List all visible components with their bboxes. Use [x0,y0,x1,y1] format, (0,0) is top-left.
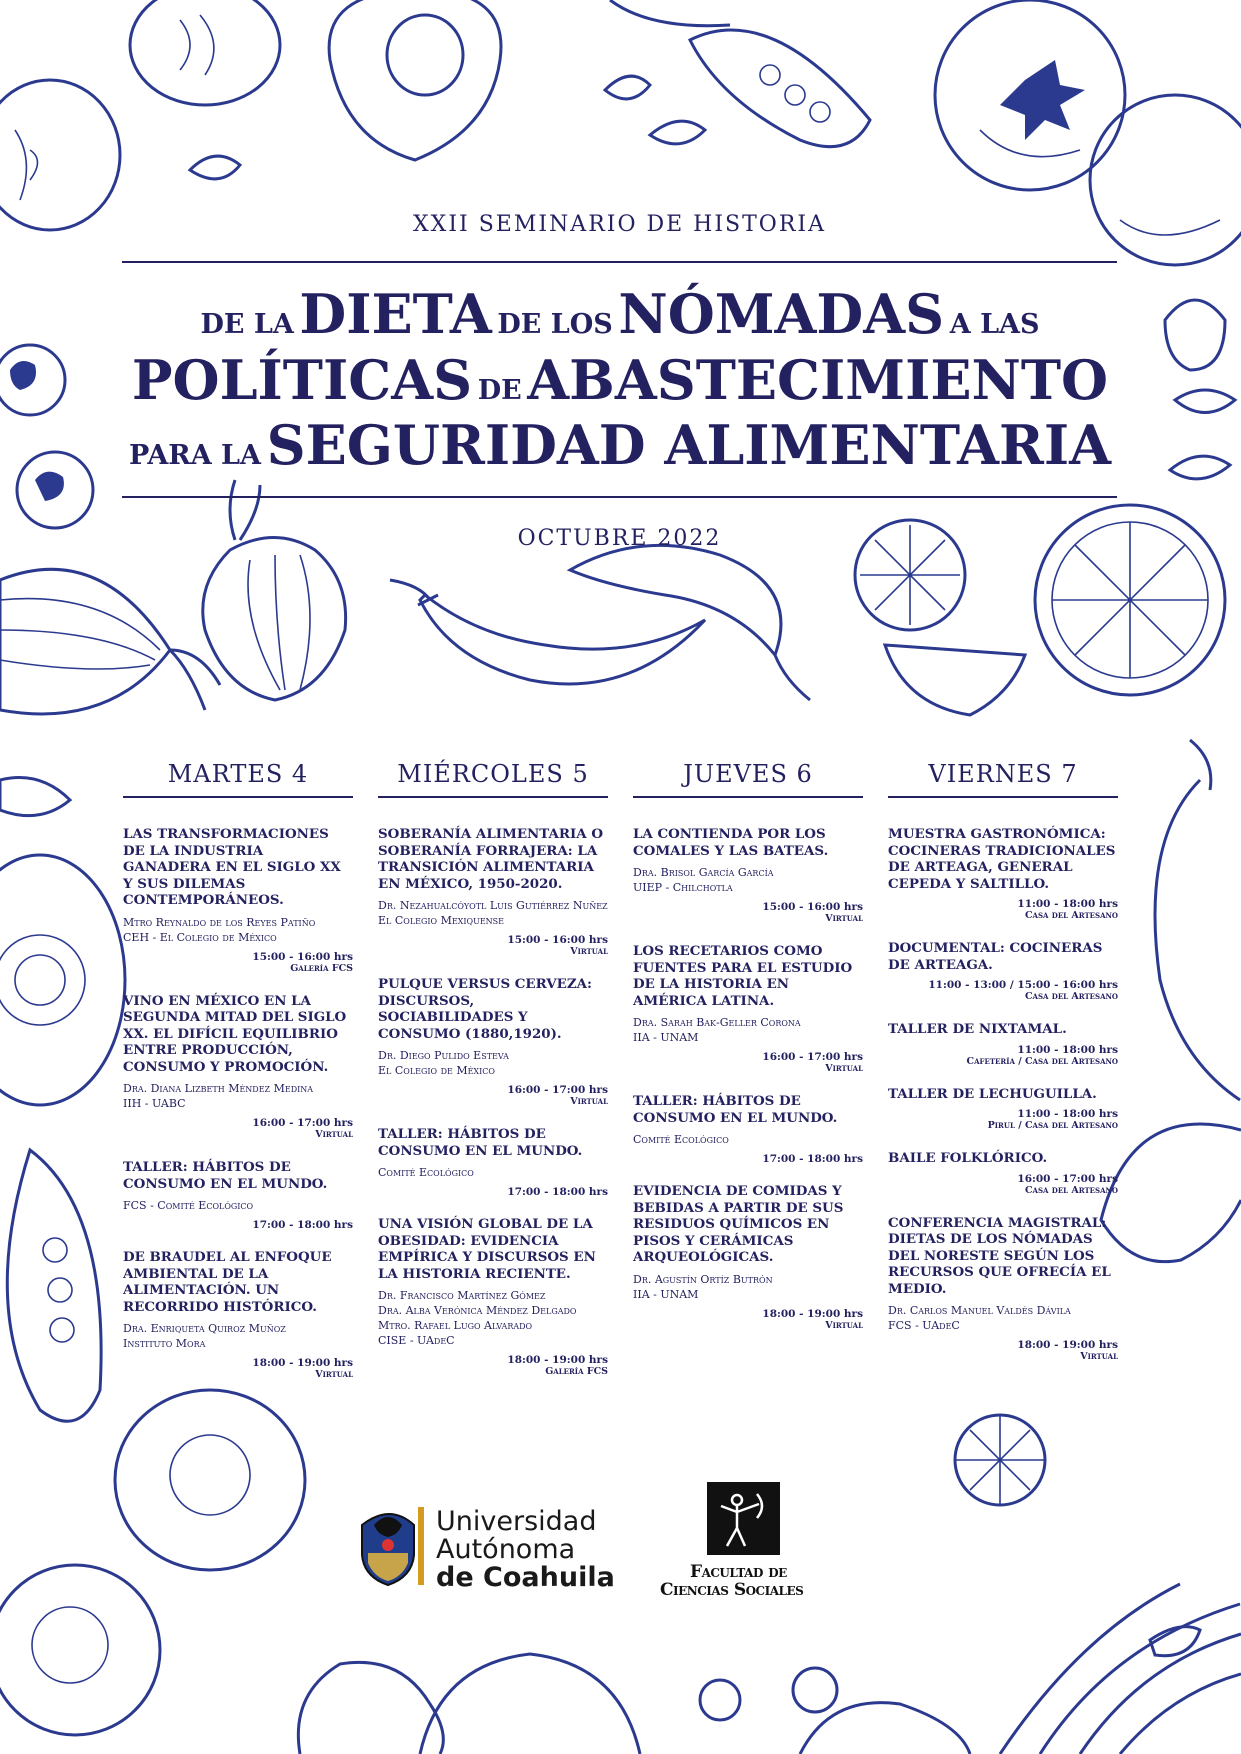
speaker-line: El Colegio Mexiquense [378,914,504,927]
speaker-line: CEH - El Colegio de México [123,930,277,944]
peach-half-illustration [115,1390,305,1570]
day-heading: MIÉRCOLES 5 [397,760,589,788]
speaker-line: Dr. Carlos Manuel Valdés Dávila [888,1304,1071,1317]
event-time: 11:00 - 18:00 hrs [1017,1043,1118,1056]
title-line-1 [110,282,1130,346]
event-time: 16:00 - 17:00 hrs [1017,1172,1118,1185]
event-time: 16:00 - 17:00 hrs [507,1084,608,1096]
event-date: OCTUBRE 2022 [517,526,722,551]
fcs-name-line: Ciencias Sociales [660,1580,804,1600]
event-time: 16:00 - 17:00 hrs [252,1117,353,1129]
speaker-line: Dra. Alba Verónica Méndez Delgado [378,1304,577,1317]
speaker-line: Instituto Mora [123,1337,206,1350]
speaker-line: FCS - Comité Ecológico [123,1199,254,1212]
schedule-event [378,976,608,1108]
green-beans-illustration [1000,1584,1241,1754]
event-place: Casa del Artesano [1024,910,1118,921]
event-time: 17:00 - 18:00 hrs [762,1153,863,1165]
event-title: TALLER: HÁBITOS DE CONSUMO EN EL MUNDO. [123,1159,328,1192]
event-time: 15:00 - 16:00 hrs [762,901,863,913]
event-time: 11:00 - 18:00 hrs [1017,1108,1118,1120]
event-title: PULQUE VERSUS CERVEZA: DISCURSOS, SOCIABILIDADES Y CONSUMO (1880,1920). [378,976,592,1042]
event-time: 18:00 - 19:00 hrs [762,1307,863,1320]
title-line-2 [110,348,1130,412]
uac-name-line: de Coahuila [436,1562,615,1593]
schedule-event [123,826,353,975]
title-word: DE LOS [497,309,613,340]
schedule-event [378,1216,608,1378]
speaker-line: Comité Ecológico [633,1133,729,1146]
event-speakers [123,1321,353,1351]
speaker-line: Dr. Nezahualcóyotl Luis Gutiérrez Nuñez [378,899,608,912]
fcs-emblem-icon [707,1482,780,1555]
speaker-line: El Colegio de México [378,1064,495,1077]
event-place: Pirul / Casa del Artesano [987,1120,1118,1131]
event-time: 15:00 - 16:00 hrs [507,934,608,946]
avocado-illustration [329,0,501,160]
event-title: CONFERENCIA MAGISTRAL: DIETAS DE LOS NÓMADAS DEL NORESTE SEGÚN LOS RECURSOS QUE OFRECÍA EL MEDIO. [888,1214,1111,1297]
event-title: TALLER: HÁBITOS DE CONSUMO EN EL MUNDO. [633,1093,838,1126]
title-word: ABASTECIMIENTO [527,348,1109,412]
event-time: 15:00 - 16:00 hrs [252,950,353,963]
event-speakers [633,1272,863,1302]
onion-illustration [0,569,170,714]
event-place: Virtual [315,1369,353,1380]
speaker-line: FCS - UAdeC [888,1319,960,1332]
day-column [378,760,608,1396]
event-title: TALLER DE LECHUGUILLA. [888,1085,1097,1102]
event-speakers [378,898,608,928]
speaker-line: Mtro Reynaldo de los Reyes Patiño [123,915,316,929]
event-place: Virtual [825,913,863,924]
title-word: NÓMADAS [618,282,945,346]
event-title: UNA VISIÓN GLOBAL DE LA OBESIDAD: EVIDENCIA EMPÍRICA Y DISCURSOS EN LA HISTORIA RECIENTE. [378,1216,596,1282]
event-place: Galería FCS [545,1366,608,1377]
header-top-rule [122,261,1117,263]
day-heading: JUEVES 6 [683,760,813,788]
schedule-event [123,993,353,1142]
speaker-line: IIA - UNAM [633,1287,699,1301]
chili-pepper-illustration [420,595,705,684]
speaker-line: CISE - UAdeC [378,1334,455,1347]
event-speakers [123,915,353,945]
event-time: 18:00 - 19:00 hrs [1017,1339,1118,1351]
event-place: Virtual [315,1129,353,1140]
event-place: Virtual [570,946,608,957]
event-title: TALLER: HÁBITOS DE CONSUMO EN EL MUNDO. [378,1126,583,1159]
event-speakers [378,1165,608,1180]
event-time: 18:00 - 19:00 hrs [252,1357,353,1369]
event-speakers [633,1015,863,1045]
peach-illustration [130,0,280,105]
speaker-line: Dra. Diana Lizbeth Méndez Medina [123,1082,314,1095]
event-time: 17:00 - 18:00 hrs [252,1219,353,1231]
schedule-event [888,1215,1118,1364]
event-time: 18:00 - 19:00 hrs [507,1354,608,1366]
uac-name-line: Universidad [436,1506,597,1537]
day-column [633,760,863,1350]
event-time: 17:00 - 18:00 hrs [507,1186,608,1198]
day-heading: VIERNES 7 [928,760,1078,788]
title-word: DE [477,375,522,406]
event-place: Virtual [825,1319,863,1331]
apricot-illustration [0,80,120,230]
event-speakers [633,865,863,895]
event-speakers [888,1303,1118,1333]
speaker-line: UIEP - Chilchotla [633,881,733,894]
schedule-event [888,826,1118,922]
event-speakers [123,1198,353,1213]
speaker-line: Dra. Enriqueta Quiroz Muñoz [123,1322,286,1335]
event-title: TALLER DE NIXTAMAL. [888,1021,1067,1037]
title-word: SEGURIDAD ALIMENTARIA [266,413,1112,477]
event-title: DOCUMENTAL: COCINERAS DE ARTEAGA. [888,940,1103,973]
speaker-line: Dra. Sarah Bak-Geller Corona [633,1016,801,1029]
schedule-event [123,1159,353,1231]
event-place: Virtual [1080,1351,1118,1362]
schedule-event [888,1021,1118,1068]
schedule-event [378,826,608,958]
event-title: BAILE FOLKLÓRICO. [888,1150,1048,1166]
event-place: Galería FCS [290,962,353,974]
schedule-event [888,940,1118,1003]
chili-right-illustration [1155,780,1240,1100]
event-time: 11:00 - 13:00 / 15:00 - 16:00 hrs [928,979,1118,991]
event-speakers [378,1048,608,1078]
event-speakers [378,1288,608,1348]
title-line-3 [110,413,1130,477]
schedule-event [633,943,863,1075]
event-title: LOS RECETARIOS COMO FUENTES PARA EL ESTUDIO DE LA HISTORIA EN AMÉRICA LATINA. [633,943,853,1009]
event-title: MUESTRA GASTRONÓMICA: COCINERAS TRADICIONALES DE ARTEAGA, GENERAL CEPEDA Y SALTILLO. [888,826,1116,892]
seed-illustration [605,76,650,99]
title-word: DE LA [200,309,294,340]
peapod-illustration [690,30,870,147]
event-place: Casa del Artesano [1024,1184,1118,1196]
day-column [888,760,1118,1381]
speaker-line: Dr. Francisco Martínez Gómez [378,1289,546,1302]
title-word: PARA LA [128,440,261,471]
speaker-line: IIA - UNAM [633,1031,699,1044]
onion-slice-illustration [0,855,125,1105]
schedule-event [888,1086,1118,1133]
speaker-line: IIH - UABC [123,1097,186,1110]
day-rule [123,796,353,798]
fcs-name-line: Facultad de [690,1562,787,1582]
event-title: EVIDENCIA DE COMIDAS Y BEBIDAS A PARTIR DE SUS RESIDUOS QUÍMICOS EN PISOS Y CERÁMICAS ARQUEOLÓGICAS. [633,1183,844,1265]
speaker-line: Comité Ecológico [378,1166,474,1179]
speaker-line: Dra. Brisol García García [633,866,774,879]
schedule-event [123,1249,353,1381]
event-speakers [633,1132,863,1147]
event-title: LA CONTIENDA POR LOS COMALES Y LAS BATEAS. [633,826,829,859]
title-word: A LAS [949,309,1040,340]
header-bottom-rule [122,496,1117,498]
title-word: POLÍTICAS [131,348,473,412]
schedule-event [633,1183,863,1332]
uac-name-line: Autónoma [436,1534,576,1565]
event-time: 11:00 - 18:00 hrs [1017,898,1118,910]
uac-crest-icon [356,1505,428,1587]
event-title: VINO EN MÉXICO EN LA SEGUNDA MITAD DEL SIGLO XX. EL DIFÍCIL EQUILIBRIO ENTRE PRODUCCIÓN, CONSUMO Y PROMOCIÓN. [123,992,347,1075]
event-title: SOBERANÍA ALIMENTARIA O SOBERANÍA FORRAJERA: LA TRANSICIÓN ALIMENTARIA EN MÉXICO, 1950-2020. [378,826,603,892]
day-column [123,760,353,1399]
peapod-left-illustration [7,1150,101,1421]
speaker-line: Dr. Diego Pulido Esteva [378,1049,509,1062]
schedule-event [633,826,863,925]
event-title: LAS TRANSFORMACIONES DE LA INDUSTRIA GANADERA EN EL SIGLO XX Y SUS DILEMAS CONTEMPORÁNEOS. [123,826,341,908]
schedule-event [378,1126,608,1198]
speaker-line: Dr. Agustín Ortíz Butrón [633,1272,773,1286]
event-speakers [123,1081,353,1111]
day-heading: MARTES 4 [167,760,309,788]
event-time: 16:00 - 17:00 hrs [762,1051,863,1063]
event-place: Virtual [825,1063,863,1074]
speaker-line: Mtro. Rafael Lugo Alvarado [378,1319,533,1332]
day-rule [378,796,608,798]
title-word: DIETA [299,282,492,346]
event-place: Virtual [570,1096,608,1107]
event-title: DE BRAUDEL AL ENFOQUE AMBIENTAL DE LA ALIMENTACIÓN. UN RECORRIDO HISTÓRICO. [123,1249,332,1315]
schedule-event [633,1093,863,1165]
schedule-event [888,1150,1118,1197]
seminar-kicker: XXII SEMINARIO DE HISTORIA [413,212,826,237]
day-rule [888,796,1118,798]
event-place: Cafetería / Casa del Artesano [966,1055,1118,1067]
day-rule [633,796,863,798]
event-place: Casa del Artesano [1024,991,1118,1002]
